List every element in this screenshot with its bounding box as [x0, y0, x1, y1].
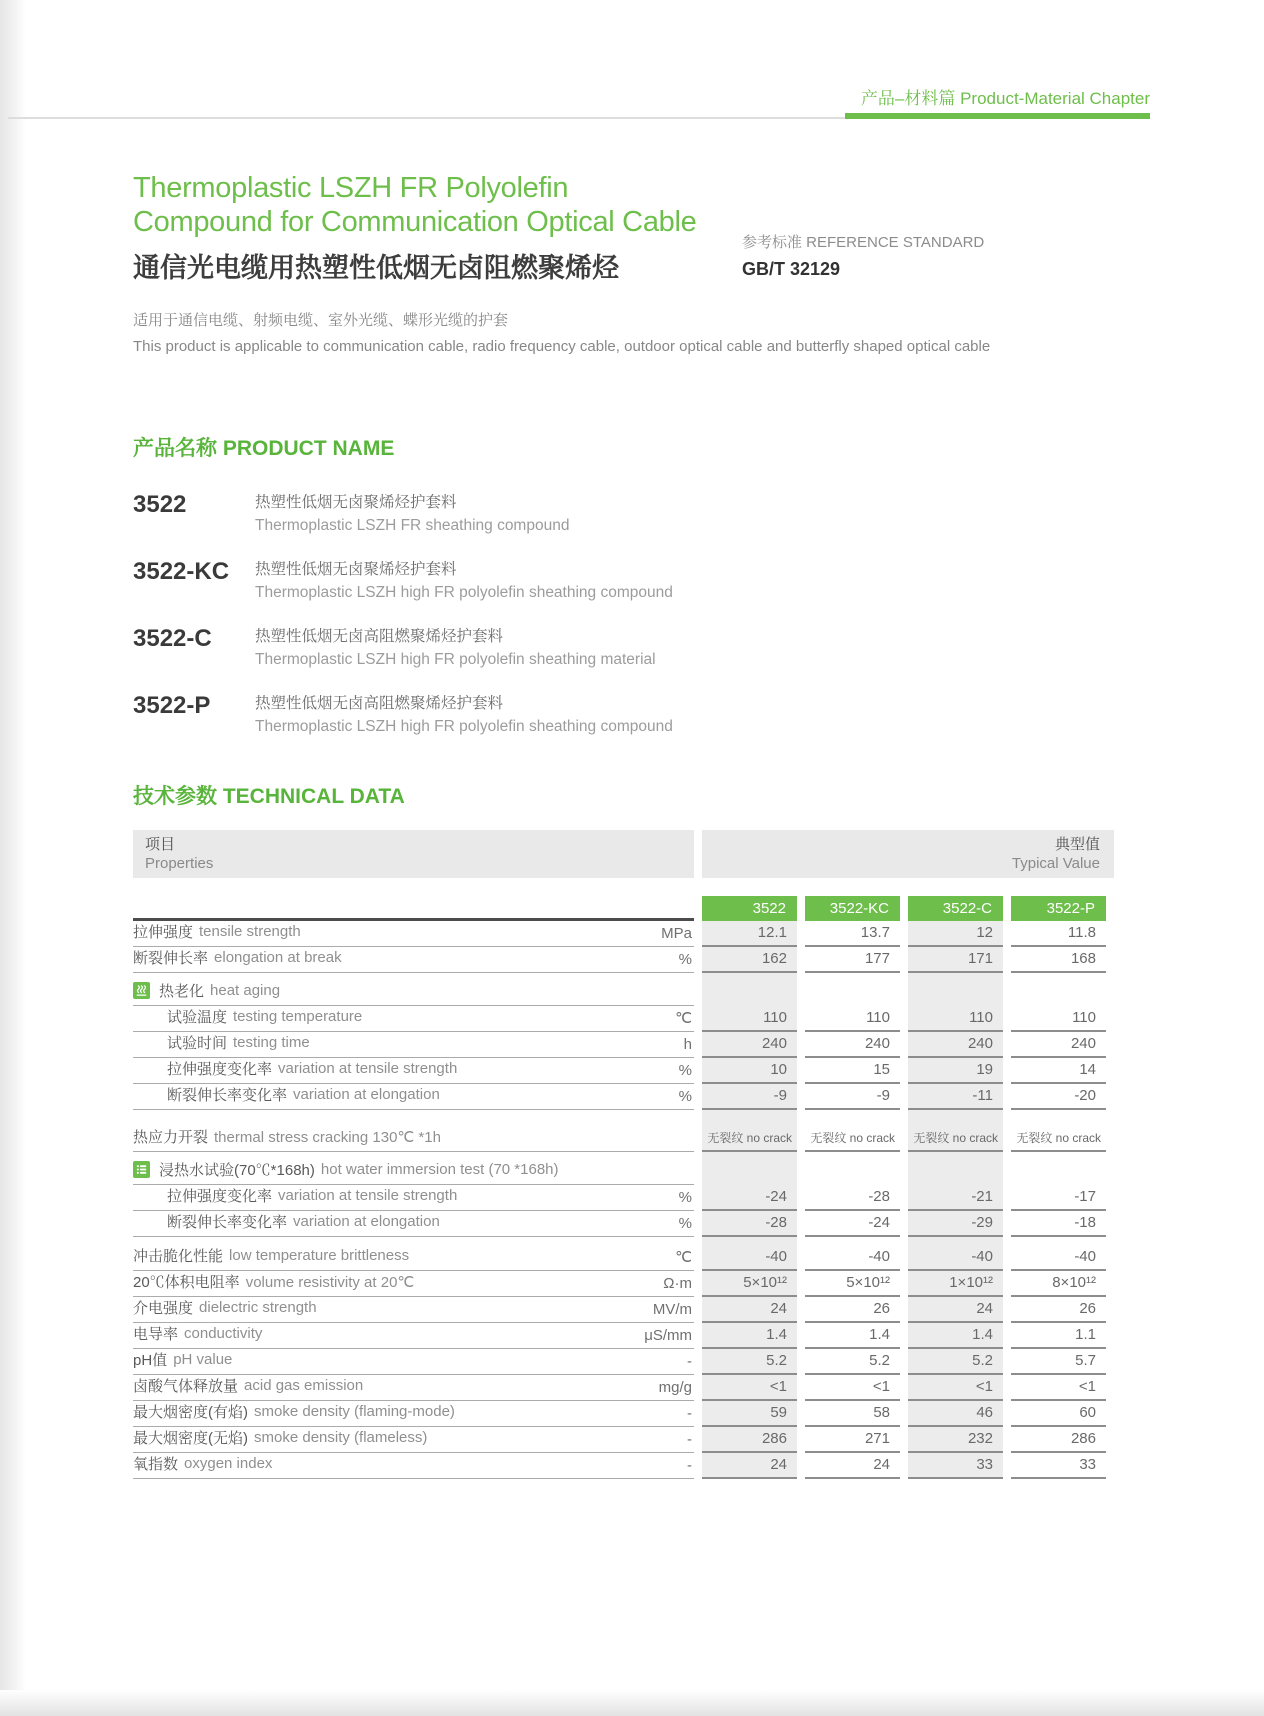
product-name-heading: 产品名称 PRODUCT NAME [133, 437, 395, 460]
property-label-zh: 20℃体积电阻率 [133, 1274, 240, 1291]
property-label [133, 1211, 440, 1232]
product-description-en: Thermoplastic LSZH high FR polyolefin sheathing compound [255, 718, 673, 735]
table-header-bands [133, 830, 1114, 878]
value-cell: -9 [702, 1084, 797, 1110]
property-label-en: thermal stress cracking 130℃ *1h [214, 1128, 441, 1146]
value-cell: -11 [908, 1084, 1003, 1110]
value-cell: 110 [805, 1006, 900, 1032]
unit-cell: % [678, 951, 692, 968]
value-cell: 19 [908, 1058, 1003, 1084]
property-label-en: acid gas emission [244, 1377, 364, 1394]
property-label-zh: 试验温度 [167, 1009, 228, 1026]
property-label-zh: 卤酸气体释放量 [133, 1378, 239, 1395]
property-label-zh: 电导率 [133, 1326, 179, 1343]
property-label [133, 947, 342, 968]
property-label [133, 1126, 441, 1147]
property-cell [133, 1032, 694, 1058]
value-cell: 11.8 [1011, 921, 1106, 947]
property-label [133, 1453, 272, 1474]
table-row [133, 1401, 1114, 1427]
property-label-zh: 介电强度 [133, 1300, 194, 1317]
property-label [133, 1185, 457, 1206]
chapter-header [0, 84, 1150, 109]
property-label-en: conductivity [184, 1325, 263, 1342]
value-cell: <1 [805, 1375, 900, 1401]
product-description-zh: 热塑性低烟无卤高阻燃聚烯烃护套料 [255, 628, 504, 645]
value-cell: 240 [805, 1032, 900, 1058]
property-label-zh: 断裂伸长率 [133, 950, 209, 967]
value-cell: 110 [702, 1006, 797, 1032]
property-cell [133, 1297, 694, 1323]
product-description [255, 492, 569, 538]
value-cell: <1 [1011, 1375, 1106, 1401]
product-code: 3522 [133, 491, 187, 518]
reference-standard-value: GB/T 32129 [742, 259, 841, 279]
table-row [133, 1453, 1114, 1479]
value-cell: -24 [805, 1211, 900, 1237]
value-cell: 15 [805, 1058, 900, 1084]
unit-cell: μS/mm [644, 1327, 692, 1344]
grade-column-header: 3522-KC [805, 896, 900, 921]
property-label [133, 1297, 317, 1318]
properties-header-band [133, 830, 694, 878]
property-label-zh: 氧指数 [133, 1456, 179, 1473]
value-cell: 110 [1011, 1006, 1106, 1032]
value-cell: 无裂纹 no crack [1011, 1110, 1106, 1152]
property-label-en: variation at elongation [293, 1086, 440, 1103]
value-cell: -40 [908, 1237, 1003, 1271]
value-cell: 286 [1011, 1427, 1106, 1453]
table-section-row [133, 1152, 1114, 1185]
value-cell: 10 [702, 1058, 797, 1084]
property-cell [133, 973, 694, 1006]
table-row [133, 1058, 1114, 1084]
product-item [133, 693, 893, 739]
property-label-en: variation at tensile strength [278, 1187, 458, 1204]
product-description-en: Thermoplastic LSZH high FR polyolefin sheathing material [255, 651, 656, 668]
property-label-en: low temperature brittleness [229, 1247, 410, 1264]
product-name-section [133, 432, 893, 760]
product-description-en: Thermoplastic LSZH FR sheathing compound [255, 517, 570, 534]
table-row [133, 1297, 1114, 1323]
value-cell: -18 [1011, 1211, 1106, 1237]
immersion-icon [133, 1161, 150, 1178]
value-cell: 无裂纹 no crack [805, 1110, 900, 1152]
property-cell [133, 1084, 694, 1110]
value-cell: 33 [908, 1453, 1003, 1479]
property-cell [133, 1237, 694, 1271]
value-cell: 5.2 [908, 1349, 1003, 1375]
value-cell: 240 [1011, 1032, 1106, 1058]
property-label-zh: 热应力开裂 [133, 1129, 209, 1146]
property-cell [133, 1211, 694, 1237]
value-cell: 无裂纹 no crack [702, 1110, 797, 1152]
value-cell: 171 [908, 947, 1003, 973]
table-row [133, 1084, 1114, 1110]
unit-cell: - [687, 1457, 692, 1474]
applicability [133, 308, 990, 360]
properties-header-en: Properties [145, 855, 214, 872]
table-row [133, 1349, 1114, 1375]
property-label-zh: pH值 [133, 1352, 168, 1369]
property-label-en: testing temperature [233, 1008, 363, 1025]
header-rule-accent [845, 113, 1150, 119]
unit-cell: Ω·m [663, 1275, 692, 1292]
product-code: 3522-P [133, 692, 211, 719]
value-cell: 24 [805, 1453, 900, 1479]
product-code: 3522-C [133, 625, 212, 652]
typical-value-header-band [702, 830, 1114, 878]
property-label-en: hot water immersion test (70 *168h) [320, 1161, 559, 1178]
value-cell: -28 [805, 1185, 900, 1211]
property-label [133, 1349, 232, 1370]
property-label-zh: 试验时间 [167, 1035, 228, 1052]
property-label [133, 980, 280, 1001]
property-label [133, 1084, 440, 1105]
property-cell [133, 1006, 694, 1032]
property-label [133, 1159, 559, 1180]
value-cell: 60 [1011, 1401, 1106, 1427]
technical-table-body [133, 921, 1114, 1479]
unit-cell: % [678, 1062, 692, 1079]
table-section-row [133, 973, 1114, 1006]
unit-cell: h [683, 1036, 692, 1053]
value-cell: -29 [908, 1211, 1003, 1237]
unit-cell: - [687, 1431, 692, 1448]
table-row [133, 1375, 1114, 1401]
value-cell [702, 1152, 797, 1185]
chapter-label: 产品–材料篇 Product-Material Chapter [860, 89, 1150, 108]
property-label-zh: 拉伸强度变化率 [167, 1188, 273, 1205]
property-cell [133, 947, 694, 973]
property-label-zh: 拉伸强度 [133, 924, 194, 941]
property-label-zh: 热老化 [159, 983, 205, 1000]
value-cell: 232 [908, 1427, 1003, 1453]
value-cell: -40 [805, 1237, 900, 1271]
applicability-en: This product is applicable to communication cable, radio frequency cable, outdoor optical cable and butterfly shaped optical cable [133, 338, 991, 355]
table-row [133, 1185, 1114, 1211]
product-description-en: Thermoplastic LSZH high FR polyolefin sheathing compound [255, 584, 673, 601]
value-cell: 1×10¹² [908, 1271, 1003, 1297]
property-cell [133, 1349, 694, 1375]
table-row [133, 1032, 1114, 1058]
value-cell [805, 973, 900, 1006]
properties-underline [133, 893, 694, 921]
property-label-zh: 拉伸强度变化率 [167, 1061, 273, 1078]
table-row [133, 1110, 1114, 1152]
reference-standard-label: 参考标准 REFERENCE STANDARD [742, 234, 985, 251]
heat-icon [133, 982, 150, 999]
page-edge-left [0, 0, 26, 1716]
page-title-en-line2: Compound for Communication Optical Cable [133, 206, 697, 238]
product-description [255, 626, 656, 672]
value-cell: 8×10¹² [1011, 1271, 1106, 1297]
table-row [133, 921, 1114, 947]
value-cell: 24 [908, 1297, 1003, 1323]
property-label-en: heat aging [210, 982, 281, 999]
value-cell: 168 [1011, 947, 1106, 973]
value-cell: 12.1 [702, 921, 797, 947]
grade-column-headers [133, 893, 1114, 921]
value-cell: -9 [805, 1084, 900, 1110]
property-label-en: smoke density (flaming-mode) [254, 1403, 455, 1420]
value-cell: -20 [1011, 1084, 1106, 1110]
value-cell: 162 [702, 947, 797, 973]
property-label [133, 1032, 310, 1053]
grade-column-header: 3522-C [908, 896, 1003, 921]
value-cell [908, 973, 1003, 1006]
value-cell: 271 [805, 1427, 900, 1453]
product-item [133, 626, 893, 672]
property-cell [133, 1453, 694, 1479]
unit-cell: - [687, 1405, 692, 1422]
unit-cell: MPa [661, 925, 692, 942]
value-cell: <1 [908, 1375, 1003, 1401]
property-label-en: oxygen index [184, 1455, 273, 1472]
value-cell: <1 [702, 1375, 797, 1401]
product-item [133, 559, 893, 605]
property-label [133, 921, 301, 942]
property-cell [133, 1271, 694, 1297]
property-cell [133, 1110, 694, 1152]
property-cell [133, 1427, 694, 1453]
value-cell: 5×10¹² [805, 1271, 900, 1297]
typical-value-header-zh: 典型值 [1054, 836, 1100, 853]
property-label-zh: 冲击脆化性能 [133, 1248, 224, 1265]
value-cell: 286 [702, 1427, 797, 1453]
value-cell: 26 [1011, 1297, 1106, 1323]
unit-cell: % [678, 1215, 692, 1232]
properties-header-zh: 项目 [145, 836, 176, 853]
property-label [133, 1323, 262, 1344]
product-code: 3522-KC [133, 558, 230, 585]
value-cell: 5×10¹² [702, 1271, 797, 1297]
page-title-en-line1: Thermoplastic LSZH FR Polyolefin [133, 172, 569, 204]
value-cell: 24 [702, 1453, 797, 1479]
technical-data-section [133, 780, 1114, 1479]
property-label-en: smoke density (flameless) [254, 1429, 428, 1446]
value-cell: -21 [908, 1185, 1003, 1211]
value-cell: -28 [702, 1211, 797, 1237]
unit-cell: % [678, 1088, 692, 1105]
property-label-zh: 最大烟密度(有焰) [133, 1404, 248, 1421]
value-cell: 1.4 [908, 1323, 1003, 1349]
property-cell [133, 921, 694, 947]
unit-cell: MV/m [652, 1301, 692, 1318]
property-label-en: pH value [173, 1351, 233, 1368]
property-label [133, 1006, 362, 1027]
value-cell: 5.7 [1011, 1349, 1106, 1375]
value-cell: 240 [702, 1032, 797, 1058]
property-label-zh: 浸热水试验(70℃*168h) [159, 1162, 315, 1179]
value-cell: 110 [908, 1006, 1003, 1032]
table-row [133, 1323, 1114, 1349]
table-row [133, 1271, 1114, 1297]
table-row [133, 1006, 1114, 1032]
property-label-zh: 断裂伸长率变化率 [167, 1214, 288, 1231]
value-cell: 58 [805, 1401, 900, 1427]
property-label-en: variation at tensile strength [278, 1060, 458, 1077]
product-description [255, 693, 673, 739]
table-row [133, 947, 1114, 973]
page-edge-bottom [0, 1690, 1264, 1716]
value-cell: 33 [1011, 1453, 1106, 1479]
property-label-en: tensile strength [199, 923, 301, 940]
unit-cell: mg/g [658, 1379, 692, 1396]
value-cell: 59 [702, 1401, 797, 1427]
value-cell: 177 [805, 947, 900, 973]
product-name-list [133, 492, 893, 739]
page-title-zh: 通信光电缆用热塑性低烟无卤阻燃聚烯烃 [133, 253, 619, 283]
unit-cell: ℃ [675, 1010, 692, 1027]
unit-cell: - [687, 1353, 692, 1370]
value-cell: 1.4 [702, 1323, 797, 1349]
table-row [133, 1237, 1114, 1271]
grade-column-header: 3522 [702, 896, 797, 921]
table-row [133, 1211, 1114, 1237]
value-cell [805, 1152, 900, 1185]
property-label-zh: 断裂伸长率变化率 [167, 1087, 288, 1104]
value-cell [908, 1152, 1003, 1185]
table-row [133, 1427, 1114, 1453]
value-cell: 240 [908, 1032, 1003, 1058]
property-label [133, 1271, 414, 1292]
value-cell: 12 [908, 921, 1003, 947]
value-cell: 5.2 [702, 1349, 797, 1375]
product-item [133, 492, 893, 538]
property-label [133, 1245, 409, 1266]
value-cell: -17 [1011, 1185, 1106, 1211]
value-cell: -24 [702, 1185, 797, 1211]
product-description [255, 559, 673, 605]
reference-standard [742, 231, 984, 280]
value-cell: 14 [1011, 1058, 1106, 1084]
value-cell: -40 [702, 1237, 797, 1271]
value-cell [1011, 1152, 1106, 1185]
property-cell [133, 1185, 694, 1211]
property-cell [133, 1323, 694, 1349]
value-cell [702, 973, 797, 1006]
value-cell: 5.2 [805, 1349, 900, 1375]
value-cell: 无裂纹 no crack [908, 1110, 1003, 1152]
technical-data-heading: 技术参数 TECHNICAL DATA [133, 785, 405, 808]
applicability-zh: 适用于通信电缆、射频电缆、室外光缆、蝶形光缆的护套 [133, 312, 509, 329]
property-label-en: volume resistivity at 20℃ [245, 1273, 415, 1291]
property-cell [133, 1375, 694, 1401]
property-label-en: testing time [233, 1034, 310, 1051]
property-label [133, 1375, 363, 1396]
property-label-zh: 最大烟密度(无焰) [133, 1430, 248, 1447]
band-gap [694, 830, 702, 878]
value-cell: 26 [805, 1297, 900, 1323]
value-cell: 13.7 [805, 921, 900, 947]
product-description-zh: 热塑性低烟无卤高阻燃聚烯烃护套料 [255, 695, 504, 712]
value-cell: 46 [908, 1401, 1003, 1427]
property-cell [133, 1152, 694, 1185]
property-label [133, 1427, 427, 1448]
property-label-en: variation at elongation [293, 1213, 440, 1230]
page-title-en [133, 171, 696, 239]
property-label [133, 1058, 457, 1079]
product-description-zh: 热塑性低烟无卤聚烯烃护套料 [255, 561, 457, 578]
value-cell: -40 [1011, 1237, 1106, 1271]
property-label-en: dielectric strength [199, 1299, 317, 1316]
value-cell: 24 [702, 1297, 797, 1323]
value-cell [1011, 973, 1106, 1006]
property-label [133, 1401, 455, 1422]
value-cell: 1.4 [805, 1323, 900, 1349]
property-cell [133, 1058, 694, 1084]
typical-value-header-en: Typical Value [1011, 855, 1100, 872]
property-label-en: elongation at break [214, 949, 342, 966]
property-cell [133, 1401, 694, 1427]
unit-cell: % [678, 1189, 692, 1206]
product-description-zh: 热塑性低烟无卤聚烯烃护套料 [255, 494, 457, 511]
grade-column-header: 3522-P [1011, 896, 1106, 921]
unit-cell: ℃ [675, 1249, 692, 1266]
value-cell: 1.1 [1011, 1323, 1106, 1349]
